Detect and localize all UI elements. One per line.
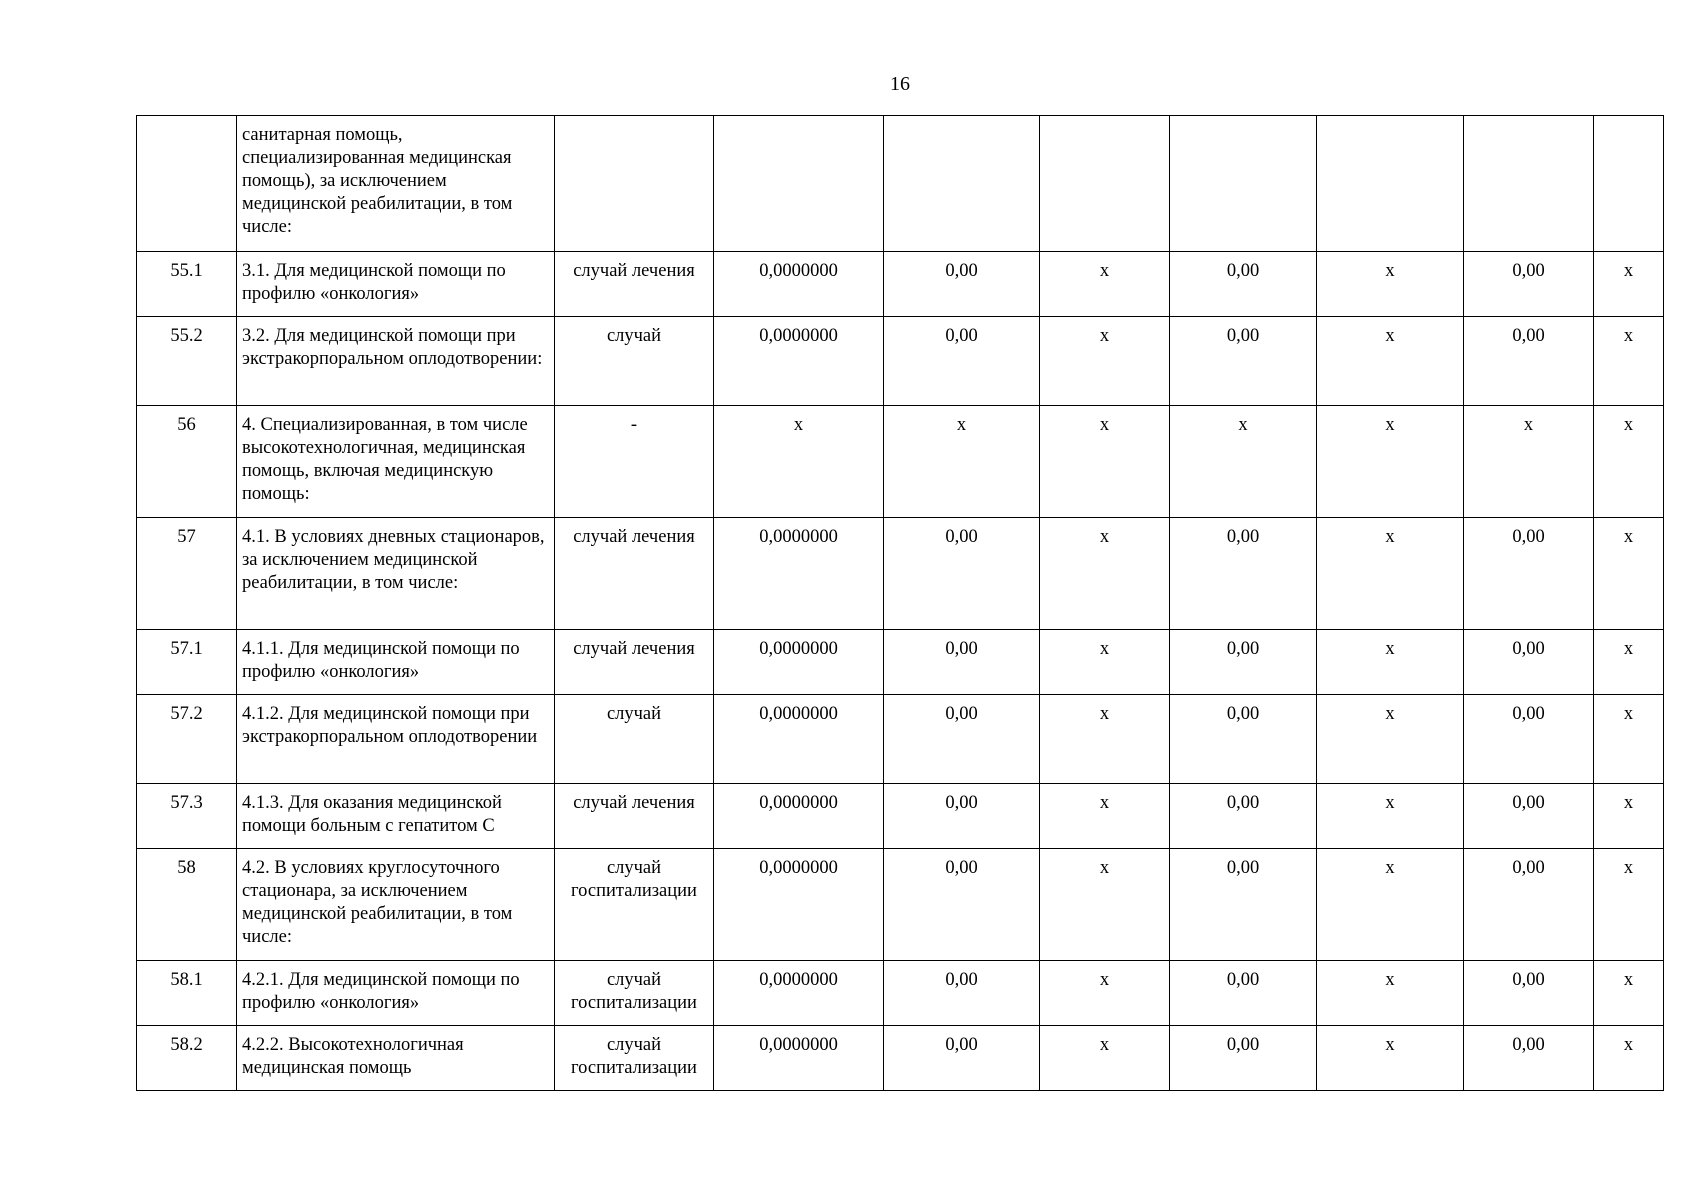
row-value-4: 0,00: [1170, 630, 1317, 695]
row-value-1: х: [714, 406, 884, 518]
row-value-2: 0,00: [884, 1026, 1040, 1091]
row-value-1: 0,0000000: [714, 961, 884, 1026]
row-value-1: 0,0000000: [714, 518, 884, 630]
table-row: [137, 317, 1664, 406]
row-number: 55.2: [137, 317, 237, 406]
row-value-5: х: [1317, 695, 1464, 784]
table-row: [137, 116, 1664, 252]
row-value-5: х: [1317, 630, 1464, 695]
row-value-4: 0,00: [1170, 1026, 1317, 1091]
row-value-5: х: [1317, 518, 1464, 630]
row-value-5: х: [1317, 784, 1464, 849]
row-value-1: 0,0000000: [714, 695, 884, 784]
row-name: 3.1. Для медицинской помощи по профилю «онкология»: [237, 252, 555, 317]
row-value-7: х: [1594, 317, 1664, 406]
row-value-2: 0,00: [884, 849, 1040, 961]
row-value-6: [1464, 116, 1594, 252]
row-value-5: х: [1317, 406, 1464, 518]
row-unit: случай лечения: [555, 252, 714, 317]
row-value-4: 0,00: [1170, 518, 1317, 630]
row-value-6: х: [1464, 406, 1594, 518]
row-value-4: 0,00: [1170, 849, 1317, 961]
row-value-7: х: [1594, 518, 1664, 630]
row-value-7: х: [1594, 695, 1664, 784]
row-value-7: х: [1594, 406, 1664, 518]
row-value-4: 0,00: [1170, 252, 1317, 317]
row-value-2: 0,00: [884, 317, 1040, 406]
row-value-6: 0,00: [1464, 518, 1594, 630]
table-row: [137, 695, 1664, 784]
row-value-3: х: [1040, 784, 1170, 849]
row-value-3: х: [1040, 961, 1170, 1026]
row-value-1: 0,0000000: [714, 1026, 884, 1091]
row-value-7: х: [1594, 1026, 1664, 1091]
row-value-3: х: [1040, 630, 1170, 695]
row-value-2: 0,00: [884, 695, 1040, 784]
row-unit: [555, 116, 714, 252]
row-value-3: [1040, 116, 1170, 252]
row-number: 57.3: [137, 784, 237, 849]
row-value-5: х: [1317, 849, 1464, 961]
row-value-6: 0,00: [1464, 695, 1594, 784]
program-table: [136, 115, 1664, 1091]
table-row: [137, 252, 1664, 317]
row-value-7: х: [1594, 849, 1664, 961]
row-value-5: х: [1317, 252, 1464, 317]
row-value-7: [1594, 116, 1664, 252]
row-value-4: 0,00: [1170, 784, 1317, 849]
table-row: [137, 961, 1664, 1026]
row-value-3: х: [1040, 317, 1170, 406]
table-row: [137, 406, 1664, 518]
row-number: 55.1: [137, 252, 237, 317]
row-unit: случай госпитализации: [555, 961, 714, 1026]
row-value-6: 0,00: [1464, 1026, 1594, 1091]
row-value-3: х: [1040, 695, 1170, 784]
row-value-6: 0,00: [1464, 630, 1594, 695]
row-unit: случай лечения: [555, 784, 714, 849]
table-row: [137, 630, 1664, 695]
row-value-2: 0,00: [884, 961, 1040, 1026]
row-value-7: х: [1594, 252, 1664, 317]
row-value-2: 0,00: [884, 784, 1040, 849]
row-name: санитарная помощь, специализированная медицинская помощь), за исключением медицинской реабилитации, в том числе:: [237, 116, 555, 252]
row-value-3: х: [1040, 1026, 1170, 1091]
row-unit: -: [555, 406, 714, 518]
page-number: 16: [890, 73, 910, 95]
row-value-5: х: [1317, 961, 1464, 1026]
row-name: 4.2. В условиях круглосуточного стационара, за исключением медицинской реабилитации, в том числе:: [237, 849, 555, 961]
row-value-6: 0,00: [1464, 849, 1594, 961]
row-value-3: х: [1040, 252, 1170, 317]
row-unit: случай: [555, 317, 714, 406]
table-row: [137, 518, 1664, 630]
row-value-4: 0,00: [1170, 317, 1317, 406]
row-value-3: х: [1040, 518, 1170, 630]
row-value-4: 0,00: [1170, 695, 1317, 784]
row-value-2: 0,00: [884, 252, 1040, 317]
table-row: [137, 1026, 1664, 1091]
row-number: 56: [137, 406, 237, 518]
row-value-1: 0,0000000: [714, 784, 884, 849]
row-name: 4.1. В условиях дневных стационаров, за исключением медицинской реабилитации, в том числе:: [237, 518, 555, 630]
row-unit: случай: [555, 695, 714, 784]
table-row: [137, 849, 1664, 961]
row-value-2: 0,00: [884, 518, 1040, 630]
row-value-5: х: [1317, 317, 1464, 406]
row-value-3: х: [1040, 849, 1170, 961]
row-number: 57.1: [137, 630, 237, 695]
row-value-7: х: [1594, 784, 1664, 849]
row-value-1: 0,0000000: [714, 317, 884, 406]
row-name: 4.1.2. Для медицинской помощи при экстракорпоральном оплодотворении: [237, 695, 555, 784]
row-value-2: 0,00: [884, 630, 1040, 695]
row-number: 57.2: [137, 695, 237, 784]
row-name: 4. Специализированная, в том числе высокотехнологичная, медицинская помощь, включая медицинскую помощь:: [237, 406, 555, 518]
row-number: 58: [137, 849, 237, 961]
row-value-6: 0,00: [1464, 784, 1594, 849]
row-name: 4.2.1. Для медицинской помощи по профилю «онкология»: [237, 961, 555, 1026]
row-unit: случай госпитализации: [555, 1026, 714, 1091]
row-value-7: х: [1594, 630, 1664, 695]
row-number: 58.1: [137, 961, 237, 1026]
row-value-7: х: [1594, 961, 1664, 1026]
row-name: 4.1.1. Для медицинской помощи по профилю «онкология»: [237, 630, 555, 695]
row-name: 3.2. Для медицинской помощи при экстракорпоральном оплодотворении:: [237, 317, 555, 406]
row-value-1: 0,0000000: [714, 849, 884, 961]
row-number: [137, 116, 237, 252]
row-value-4: х: [1170, 406, 1317, 518]
row-value-4: [1170, 116, 1317, 252]
row-value-1: 0,0000000: [714, 630, 884, 695]
row-number: 58.2: [137, 1026, 237, 1091]
row-name: 4.1.3. Для оказания медицинской помощи больным с гепатитом С: [237, 784, 555, 849]
row-value-2: [884, 116, 1040, 252]
row-value-6: 0,00: [1464, 252, 1594, 317]
row-value-6: 0,00: [1464, 317, 1594, 406]
table-row: [137, 784, 1664, 849]
row-value-3: х: [1040, 406, 1170, 518]
row-value-5: х: [1317, 1026, 1464, 1091]
row-value-4: 0,00: [1170, 961, 1317, 1026]
row-unit: случай лечения: [555, 518, 714, 630]
row-value-2: х: [884, 406, 1040, 518]
row-unit: случай лечения: [555, 630, 714, 695]
row-value-1: [714, 116, 884, 252]
row-unit: случай госпитализации: [555, 849, 714, 961]
row-value-5: [1317, 116, 1464, 252]
row-value-6: 0,00: [1464, 961, 1594, 1026]
row-value-1: 0,0000000: [714, 252, 884, 317]
row-number: 57: [137, 518, 237, 630]
row-name: 4.2.2. Высокотехнологичная медицинская помощь: [237, 1026, 555, 1091]
